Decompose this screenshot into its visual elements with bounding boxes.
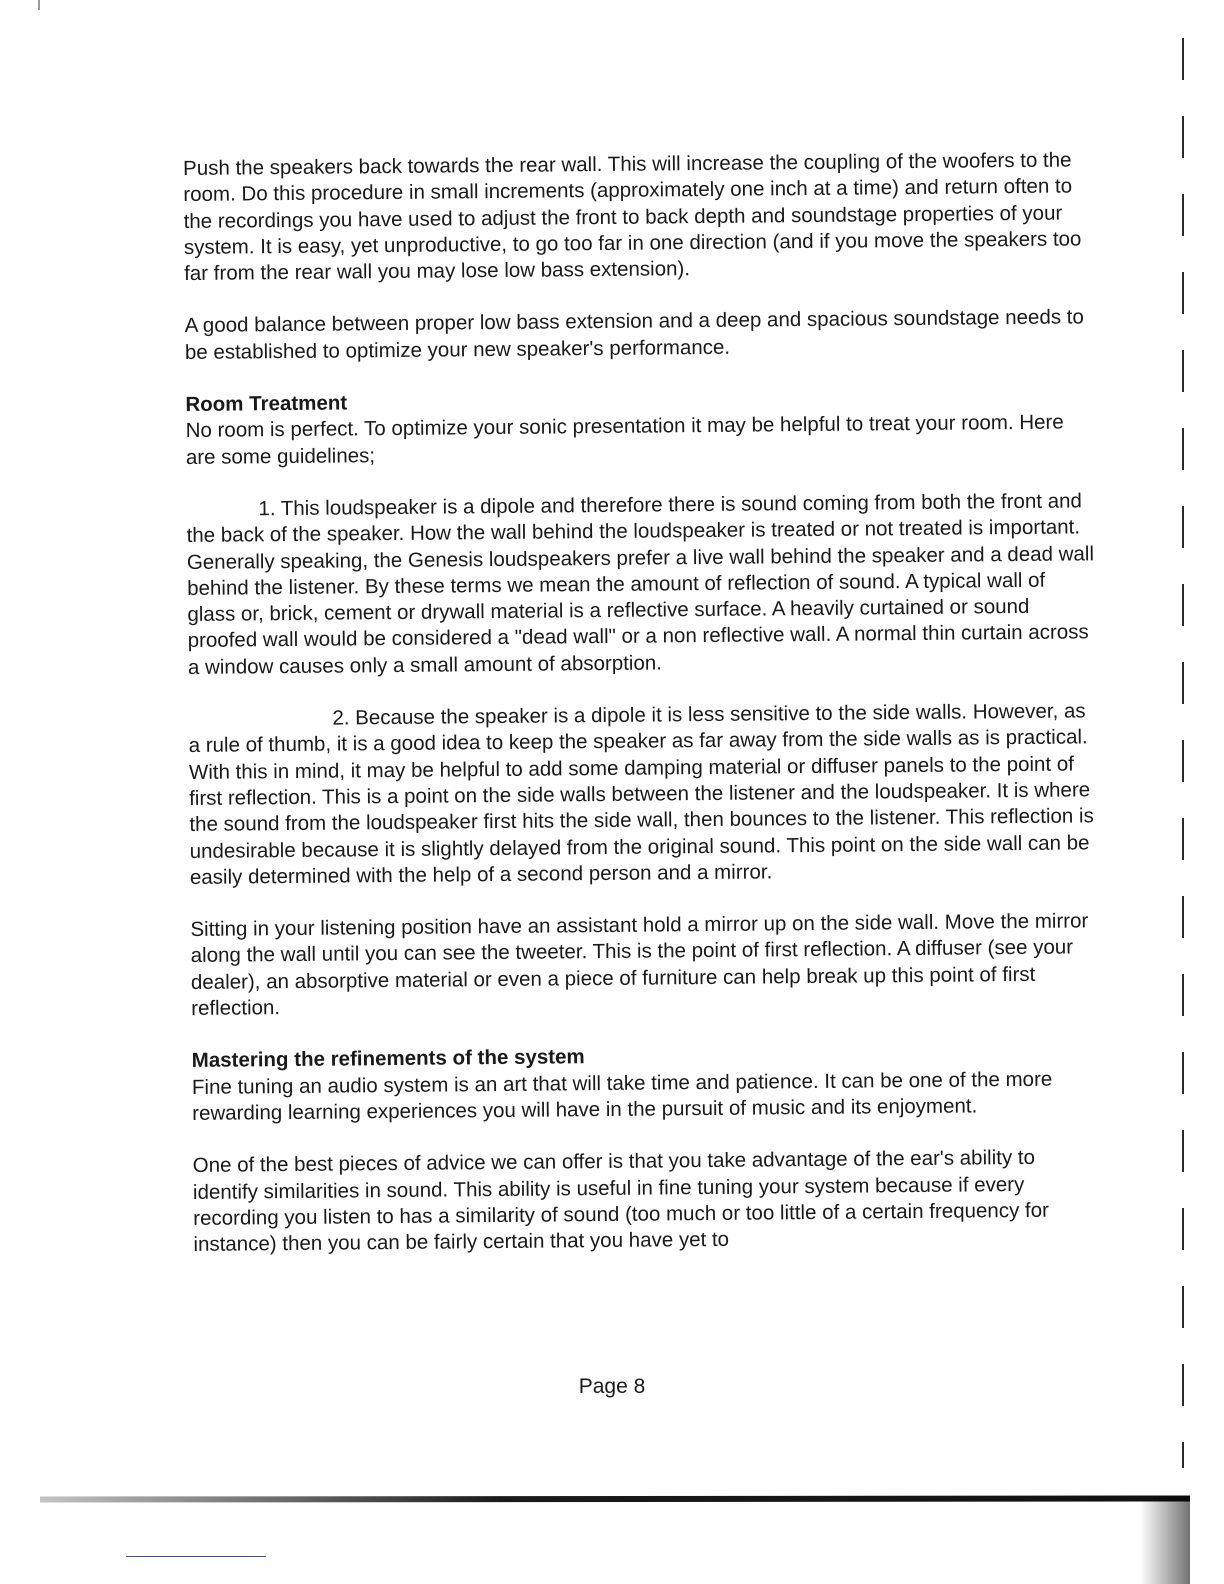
paragraph-mirror-technique: Sitting in your listening position have an assistant hold a mirror up on the side wall. Move the mirror along the wall until you can see the tweeter. This is the point of first reflection. A diffuser (see your dealer), an absorptive material or even a piece of furniture can help break up this point of first reflection. — [190, 909, 1089, 1020]
paragraph-room-intro: No room is perfect. To optimize your sonic presentation it may be helpful to treat your room. Here are some guidelines; — [185, 410, 1064, 469]
section-room-treatment — [185, 383, 1101, 1022]
list-item-side-walls: 2. Because the speaker is a dipole it is less sensitive to the side walls. However, as a rule of thumb, it is a good idea to keep the speaker as far away from the side walls as is practical. With this in mind, it may be helpful to add some damping material or diffuser panels to the point of first reflection. This is a point on the side walls between the listener and the loudspeaker. It is where the sound from the loudspeaker first hits the side wall, then bounces to the listener. This reflection is undesirable because it is slightly delayed from the original sound. This point on the side wall can be easily determined with the help of a second person and a mirror. — [188, 699, 1094, 889]
paragraph-rear-wall: Push the speakers back towards the rear wall. This will increase the coupling of the woofers to the room. Do this procedure in small increments (approximately one inch at a time) and return often to the recordings you have used to adjust the front to back depth and soundstage properties of your system. It is easy, yet unproductive, to go too far in one direction (and if you move the speakers too far from the rear wall you may lose low bass extension). — [183, 148, 1082, 286]
heading-mastering: Mastering the refinements of the system — [191, 1045, 585, 1073]
section-mastering — [192, 1040, 1104, 1259]
scan-bottom-edge — [40, 1495, 1190, 1502]
scan-corner-shadow — [1140, 1496, 1190, 1584]
paragraph-mastering-intro: Fine tuning an audio system is an art that will take time and patience. It can be one of the more rewarding learning experiences you will have in the pursuit of music and its enjoyment. — [191, 1067, 1053, 1125]
list-item-dipole-rear-wall: 1. This loudspeaker is a dipole and therefore there is sound coming from both the front and the back of the speaker. How the wall behind the loudspeaker is treated or not treated is important. Generally speaking, the Genesis loudspeakers prefer a live wall behind the speaker and a dead wall behind the listener. By these terms we mean the amount of reflection of sound. A typical wall of glass or, brick, cement or drywall material is a reflective surface. A heavily curtained or sound proofed wall would be considered a "dead wall" or a non reflective wall. A normal thin curtain across a window causes only a small amount of absorption. — [186, 489, 1095, 679]
scan-corner-mark — [38, 0, 40, 10]
paragraph-balance: A good balance between proper low bass extension and a deep and spacious soundstage needs to be established to optimize your new speaker's performance. — [184, 305, 1084, 364]
paragraph-advice: One of the best pieces of advice we can offer is that you take advantage of the ear's ability to identify similarities in sound. This ability is useful in fine tuning your system because if every recording you listen to has a similarity of sound (too much or too little of a certain frequency for instance) then you can be fairly certain that you have yet to — [192, 1146, 1050, 1257]
heading-room-treatment: Room Treatment — [185, 391, 348, 417]
scan-right-edge-marks — [1182, 38, 1184, 1468]
page-number: Page 8 — [578, 1375, 646, 1398]
document-body — [183, 147, 1104, 1284]
scan-blue-line — [126, 1556, 266, 1557]
